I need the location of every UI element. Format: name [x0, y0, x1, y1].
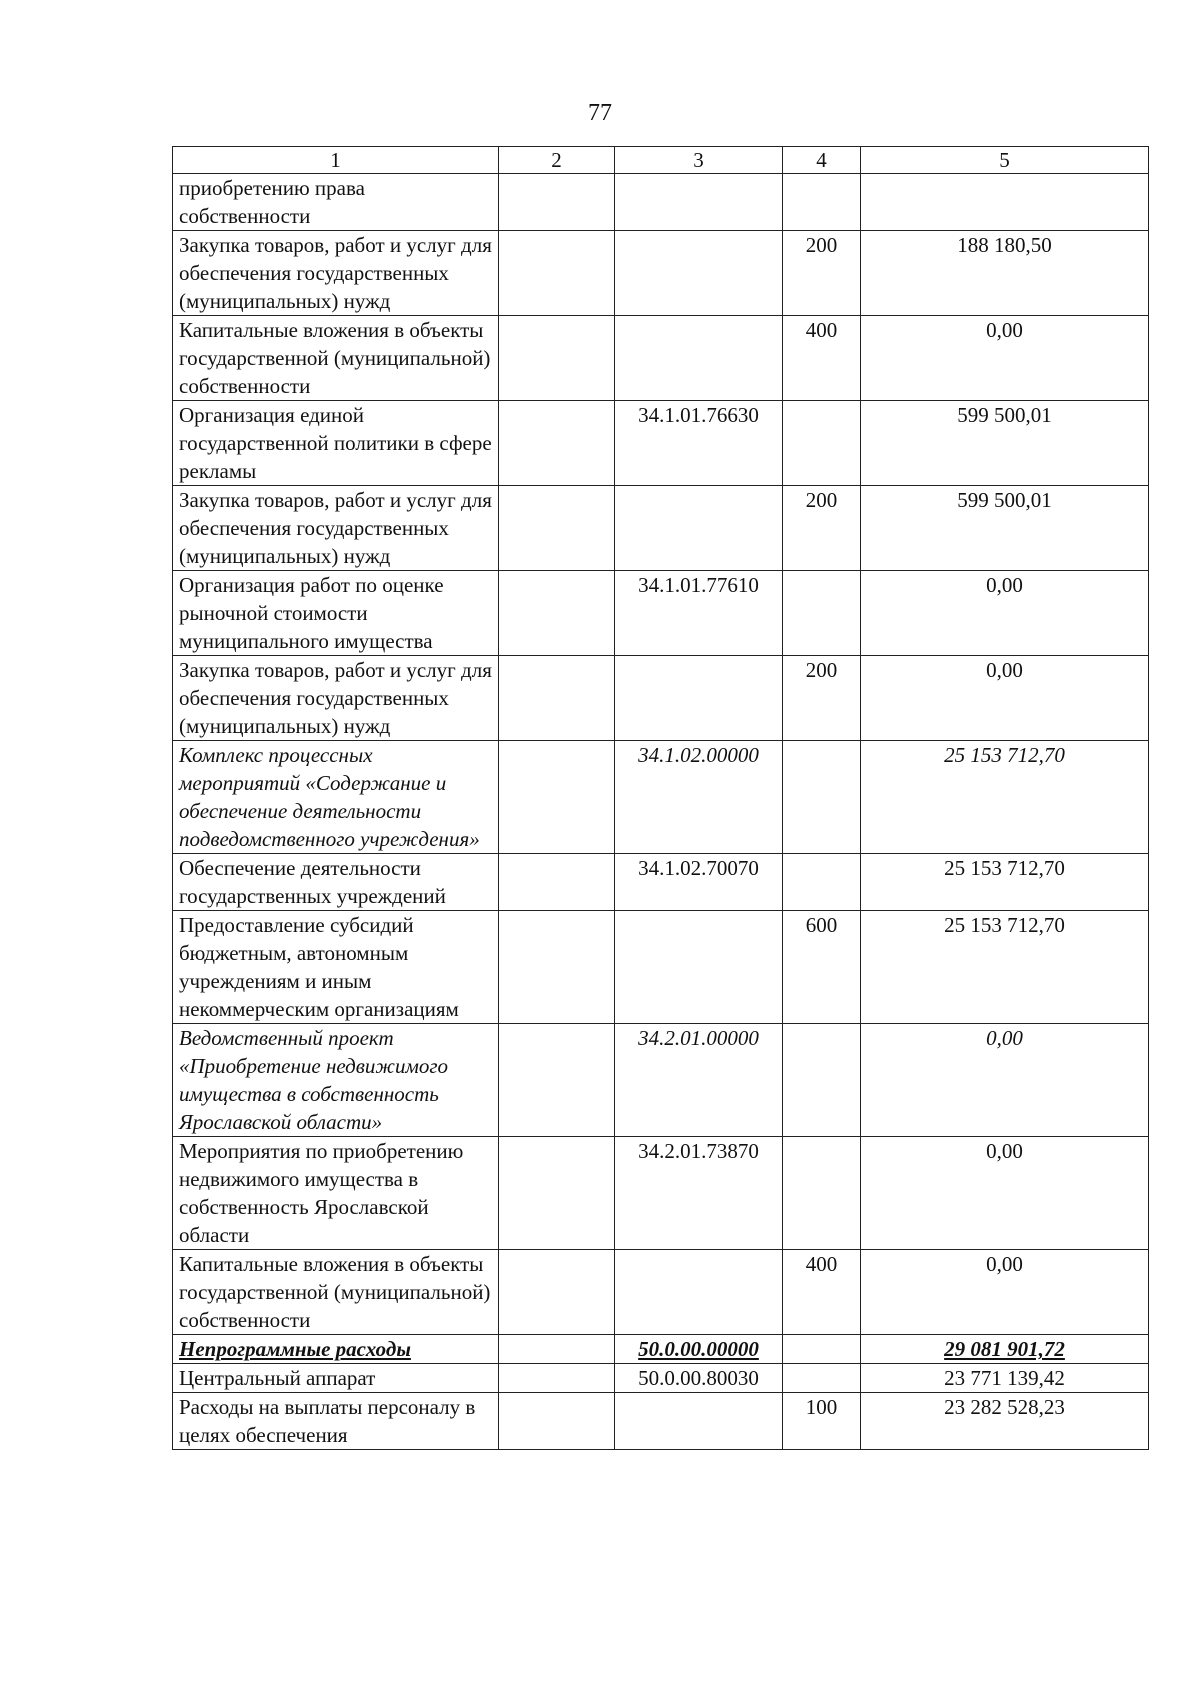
column-2-cell [499, 571, 615, 656]
table-row [173, 174, 1149, 231]
code-cell [615, 401, 783, 486]
amount-cell [861, 571, 1149, 656]
code-cell [615, 1250, 783, 1335]
description-cell [173, 174, 499, 231]
description-cell-text: Предоставление субсидий бюджетным, автономным учреждениям и иным некоммерческим организациям [179, 913, 459, 1021]
type-cell-text: 200 [805, 233, 838, 257]
code-cell-text: 34.1.01.77610 [638, 573, 759, 597]
code-cell [615, 571, 783, 656]
amount-cell [861, 854, 1149, 911]
column-2-cell [499, 741, 615, 854]
type-cell [783, 231, 861, 316]
description-cell-text: Ведомственный проект «Приобретение недвижимого имущества в собственность Ярославской области» [179, 1026, 449, 1134]
code-cell-text: 50.0.00.00000 [638, 1337, 759, 1361]
column-header-2: 2 [499, 147, 615, 174]
table-row [173, 911, 1149, 1024]
amount-cell-text: 25 153 712,70 [944, 913, 1065, 937]
description-cell-text: Непрограммные расходы [179, 1337, 411, 1361]
table-row [173, 316, 1149, 401]
description-cell-text: Центральный аппарат [179, 1366, 376, 1390]
table-row [173, 486, 1149, 571]
description-cell [173, 1393, 499, 1450]
amount-cell-text: 599 500,01 [957, 403, 1052, 427]
amount-cell [861, 1335, 1149, 1364]
column-header-5: 5 [861, 147, 1149, 174]
amount-cell [861, 174, 1149, 231]
description-cell [173, 571, 499, 656]
amount-cell-text: 0,00 [986, 1026, 1023, 1050]
amount-cell-text: 0,00 [986, 573, 1023, 597]
table-row [173, 656, 1149, 741]
column-2-cell [499, 1137, 615, 1250]
table-body [173, 174, 1149, 1450]
description-cell-text: Капитальные вложения в объекты государственной (муниципальной) собственности [179, 318, 491, 398]
description-cell-text: Организация единой государственной политики в сфере рекламы [179, 403, 492, 483]
code-cell [615, 656, 783, 741]
type-cell-text: 200 [805, 658, 838, 682]
amount-cell [861, 911, 1149, 1024]
amount-cell [861, 401, 1149, 486]
description-cell [173, 231, 499, 316]
code-cell [615, 1137, 783, 1250]
description-cell-text: Комплекс процессных мероприятий «Содержание и обеспечение деятельности подведомственного учреждения» [179, 743, 480, 851]
code-cell [615, 1024, 783, 1137]
code-cell [615, 231, 783, 316]
description-cell-text: Закупка товаров, работ и услуг для обеспечения государственных (муниципальных) нужд [179, 233, 492, 313]
code-cell [615, 1393, 783, 1450]
table-row [173, 231, 1149, 316]
description-cell-text: приобретению права собственности [179, 176, 365, 228]
column-2-cell [499, 316, 615, 401]
description-cell [173, 911, 499, 1024]
amount-cell [861, 1364, 1149, 1393]
type-cell [783, 1393, 861, 1450]
table-row [173, 401, 1149, 486]
type-cell [783, 911, 861, 1024]
type-cell-text: 200 [805, 488, 838, 512]
budget-table [172, 146, 1149, 1450]
column-2-cell [499, 1335, 615, 1364]
code-cell [615, 1335, 783, 1364]
table-row [173, 1137, 1149, 1250]
type-cell [783, 571, 861, 656]
code-cell [615, 854, 783, 911]
description-cell [173, 1024, 499, 1137]
amount-cell [861, 1250, 1149, 1335]
type-cell [783, 1024, 861, 1137]
description-cell-text: Организация работ по оценке рыночной стоимости муниципального имущества [179, 573, 444, 653]
column-2-cell [499, 1364, 615, 1393]
type-cell [783, 1364, 861, 1393]
amount-cell-text: 188 180,50 [957, 233, 1052, 257]
table-row [173, 571, 1149, 656]
column-2-cell [499, 1250, 615, 1335]
amount-cell-text: 29 081 901,72 [944, 1337, 1065, 1361]
column-2-cell [499, 854, 615, 911]
description-cell [173, 486, 499, 571]
type-cell [783, 486, 861, 571]
page-number: 77 [588, 100, 612, 126]
description-cell [173, 741, 499, 854]
amount-cell-text: 0,00 [986, 318, 1023, 342]
description-cell [173, 854, 499, 911]
amount-cell-text: 23 282 528,23 [944, 1395, 1065, 1419]
table-row [173, 1364, 1149, 1393]
code-cell [615, 174, 783, 231]
code-cell-text: 34.1.01.76630 [638, 403, 759, 427]
column-number-row [173, 147, 1149, 174]
type-cell-text: 600 [805, 913, 838, 937]
amount-cell-text: 599 500,01 [957, 488, 1052, 512]
amount-cell [861, 486, 1149, 571]
description-cell-text: Обеспечение деятельности государственных учреждений [179, 856, 446, 908]
amount-cell-text: 0,00 [986, 1139, 1023, 1163]
amount-cell [861, 741, 1149, 854]
column-2-cell [499, 656, 615, 741]
code-cell-text: 34.1.02.00000 [638, 743, 759, 767]
amount-cell-text: 25 153 712,70 [944, 743, 1065, 767]
code-cell [615, 911, 783, 1024]
description-cell [173, 656, 499, 741]
amount-cell [861, 1137, 1149, 1250]
code-cell-text: 34.2.01.73870 [638, 1139, 759, 1163]
column-header-3: 3 [615, 147, 783, 174]
description-cell [173, 1364, 499, 1393]
amount-cell [861, 316, 1149, 401]
column-2-cell [499, 1024, 615, 1137]
amount-cell [861, 231, 1149, 316]
amount-cell-text: 25 153 712,70 [944, 856, 1065, 880]
type-cell-text: 400 [805, 1252, 838, 1276]
description-cell [173, 401, 499, 486]
description-cell-text: Закупка товаров, работ и услуг для обеспечения государственных (муниципальных) нужд [179, 658, 492, 738]
code-cell-text: 34.1.02.70070 [638, 856, 759, 880]
table-row [173, 741, 1149, 854]
description-cell-text: Закупка товаров, работ и услуг для обеспечения государственных (муниципальных) нужд [179, 488, 492, 568]
table-row [173, 1250, 1149, 1335]
type-cell [783, 174, 861, 231]
table-row [173, 1024, 1149, 1137]
description-cell-text: Капитальные вложения в объекты государственной (муниципальной) собственности [179, 1252, 491, 1332]
table-row [173, 854, 1149, 911]
column-2-cell [499, 231, 615, 316]
amount-cell [861, 1393, 1149, 1450]
type-cell [783, 1250, 861, 1335]
description-cell-text: Мероприятия по приобретению недвижимого имущества в собственность Ярославской области [179, 1139, 464, 1247]
type-cell [783, 741, 861, 854]
type-cell [783, 1137, 861, 1250]
column-2-cell [499, 401, 615, 486]
column-2-cell [499, 486, 615, 571]
code-cell [615, 316, 783, 401]
description-cell [173, 1335, 499, 1364]
amount-cell [861, 656, 1149, 741]
code-cell [615, 741, 783, 854]
type-cell-text: 400 [805, 318, 838, 342]
table-row [173, 1335, 1149, 1364]
description-cell [173, 316, 499, 401]
column-2-cell [499, 174, 615, 231]
description-cell-text: Расходы на выплаты персоналу в целях обеспечения [179, 1395, 476, 1447]
table-row [173, 1393, 1149, 1450]
code-cell-text: 34.2.01.00000 [638, 1026, 759, 1050]
code-cell [615, 1364, 783, 1393]
description-cell [173, 1250, 499, 1335]
type-cell-text: 100 [805, 1395, 838, 1419]
amount-cell-text: 23 771 139,42 [944, 1366, 1065, 1390]
amount-cell-text: 0,00 [986, 658, 1023, 682]
column-2-cell [499, 1393, 615, 1450]
description-cell [173, 1137, 499, 1250]
type-cell [783, 316, 861, 401]
type-cell [783, 854, 861, 911]
code-cell [615, 486, 783, 571]
column-2-cell [499, 911, 615, 1024]
amount-cell [861, 1024, 1149, 1137]
type-cell [783, 401, 861, 486]
amount-cell-text: 0,00 [986, 1252, 1023, 1276]
column-header-1: 1 [173, 147, 499, 174]
column-header-4: 4 [783, 147, 861, 174]
code-cell-text: 50.0.00.80030 [638, 1366, 759, 1390]
type-cell [783, 1335, 861, 1364]
type-cell [783, 656, 861, 741]
